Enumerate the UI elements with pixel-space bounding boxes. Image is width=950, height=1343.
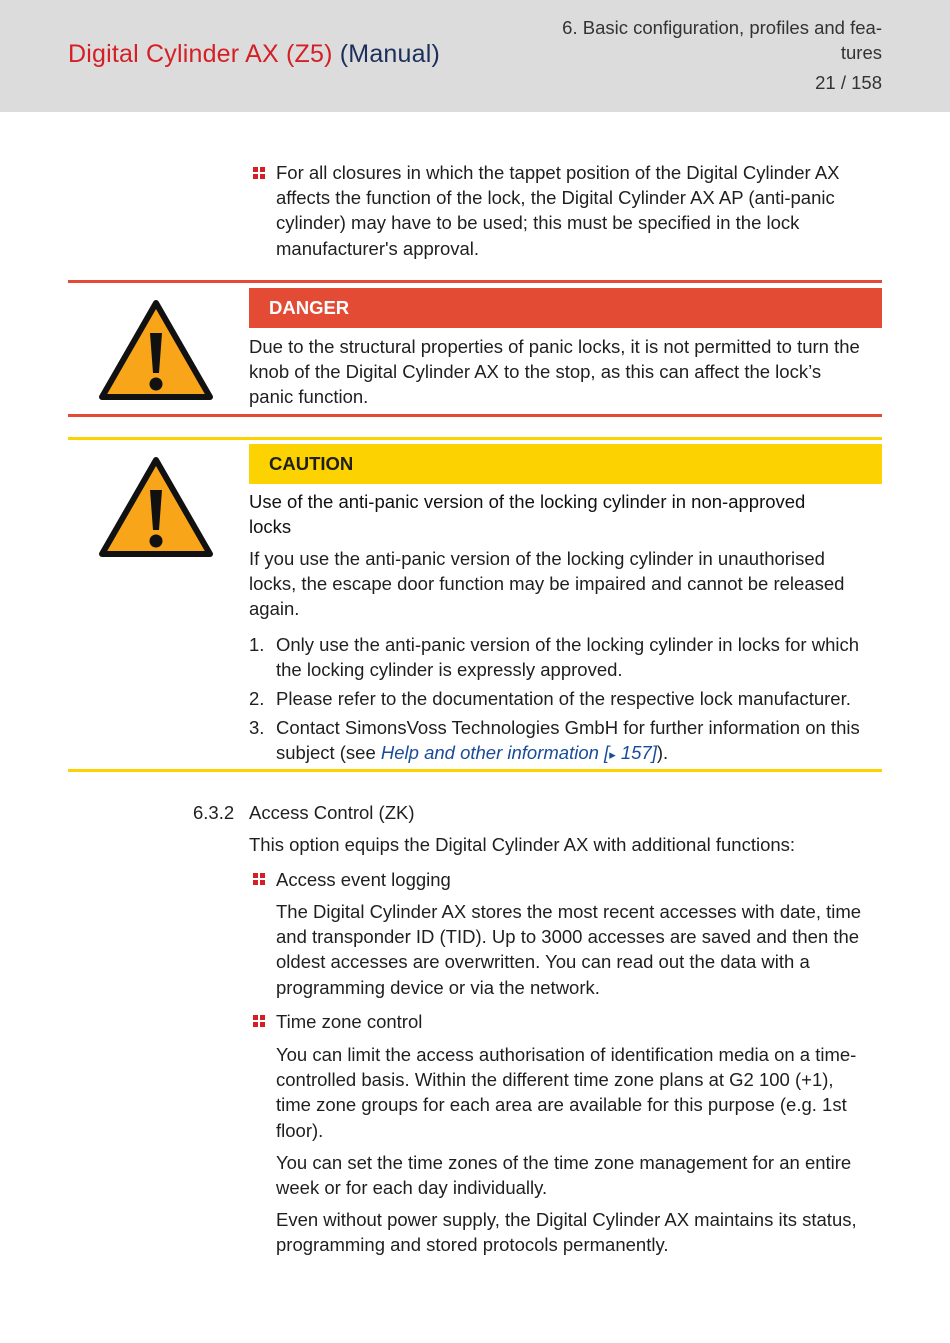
text-line: manufacturer's approval. [276,237,480,259]
step-text [276,715,886,767]
text-line: affects the function of the lock, the Digital Cylinder AX AP (anti-panic [276,187,835,209]
step-number: 3. [249,717,265,738]
text-line: You can set the time zones of the time zone management for an entire [276,1152,852,1173]
step-number: 1. [249,634,265,655]
text-line: oldest accesses are overwritten. You can read out the data with a [276,951,810,973]
link-arrow-icon: ▸ [609,747,616,763]
text-line: locks [249,516,292,538]
text-line: the locking cylinder is expressly approved. [276,659,623,681]
text-line: controlled basis. Within the different time zone plans at G2 100 (+1), [276,1069,834,1091]
page-header [0,0,950,112]
text-line: Use of the anti-panic version of the locking cylinder in non-approved [249,491,806,512]
section-heading-line-2: tures [840,42,882,63]
document-title-main: Digital Cylinder AX (Z5) [68,40,333,68]
intro-bullet-text [276,160,886,261]
text-line: knob of the Digital Cylinder AX to the stop, as this can affect the lock’s [249,361,822,383]
text-line: again. [249,598,300,620]
document-title [68,40,440,69]
danger-bottom-rule [68,414,882,417]
caution-label: CAUTION [249,444,882,484]
text-fragment: subject (see [276,742,381,764]
item-paragraph [276,1207,886,1257]
warning-triangle-icon [98,456,214,558]
section-heading [522,15,882,65]
danger-label: DANGER [249,288,882,328]
caution-heading [249,489,889,539]
text-line: If you use the anti-panic version of the locking cylinder in unauthorised [249,548,825,569]
help-link[interactable] [381,742,657,763]
text-line: programming and stored protocols permanently. [276,1234,669,1256]
item-paragraph [276,1150,886,1200]
caution-bottom-rule [68,769,882,772]
text-line: Please refer to the documentation of the respective lock manufacturer. [276,688,851,709]
text-line: week or for each day individually. [276,1177,548,1199]
section-number: 6.3.2 [193,802,235,823]
text-line: and transponder ID (TID). Up to 3000 accesses are saved and then the [276,926,860,948]
text-line: For all closures in which the tappet position of the Digital Cylinder AX [276,162,840,183]
text-line [276,740,886,767]
text-line: Only use the anti-panic version of the locking cylinder in locks for which [276,634,860,655]
text-line: floor). [276,1119,324,1141]
danger-top-rule [68,280,882,283]
caution-body [249,546,889,622]
document-title-suffix: (Manual) [339,40,441,68]
text-line: You can limit the access authorisation of identification media on a time- [276,1044,857,1065]
danger-text [249,334,889,410]
caution-top-rule [68,437,882,440]
link-label: Help and other information [ [380,742,610,764]
step-text [276,686,886,711]
page-number: 21 / 158 [815,72,882,93]
bullet-icon [253,167,265,179]
text-line: locks, the escape door function may be impaired and cannot be released [249,573,845,595]
text-line: time zone groups for each area are available for this purpose (e.g. 1st [276,1094,847,1116]
text-fragment: ). [656,742,669,764]
text-line: Contact SimonsVoss Technologies GmbH for further information on this [276,717,860,738]
text-line: cylinder) may have to be used; this must be specified in the lock [276,212,800,234]
text-line: Even without power supply, the Digital Cylinder AX maintains its status, [276,1209,857,1230]
item-paragraph [276,1042,886,1143]
text-line: panic function. [249,386,369,408]
link-page: 157] [615,742,657,764]
bullet-icon [253,1015,265,1027]
text-line: Due to the structural properties of panic locks, it is not permitted to turn the [249,336,860,357]
item-title: Access event logging [276,869,451,890]
section-heading-line-1: 6. Basic configuration, profiles and fea- [562,17,882,38]
step-text [276,632,886,682]
bullet-icon [253,873,265,885]
item-title: Time zone control [276,1011,423,1032]
text-line: programming device or via the network. [276,976,600,998]
item-paragraph [276,899,886,1000]
warning-triangle-icon [98,299,214,401]
section-title: Access Control (ZK) [249,802,415,823]
section-intro: This option equips the Digital Cylinder AX with additional functions: [249,834,796,855]
step-number: 2. [249,688,265,709]
text-line: The Digital Cylinder AX stores the most recent accesses with date, time [276,901,862,922]
